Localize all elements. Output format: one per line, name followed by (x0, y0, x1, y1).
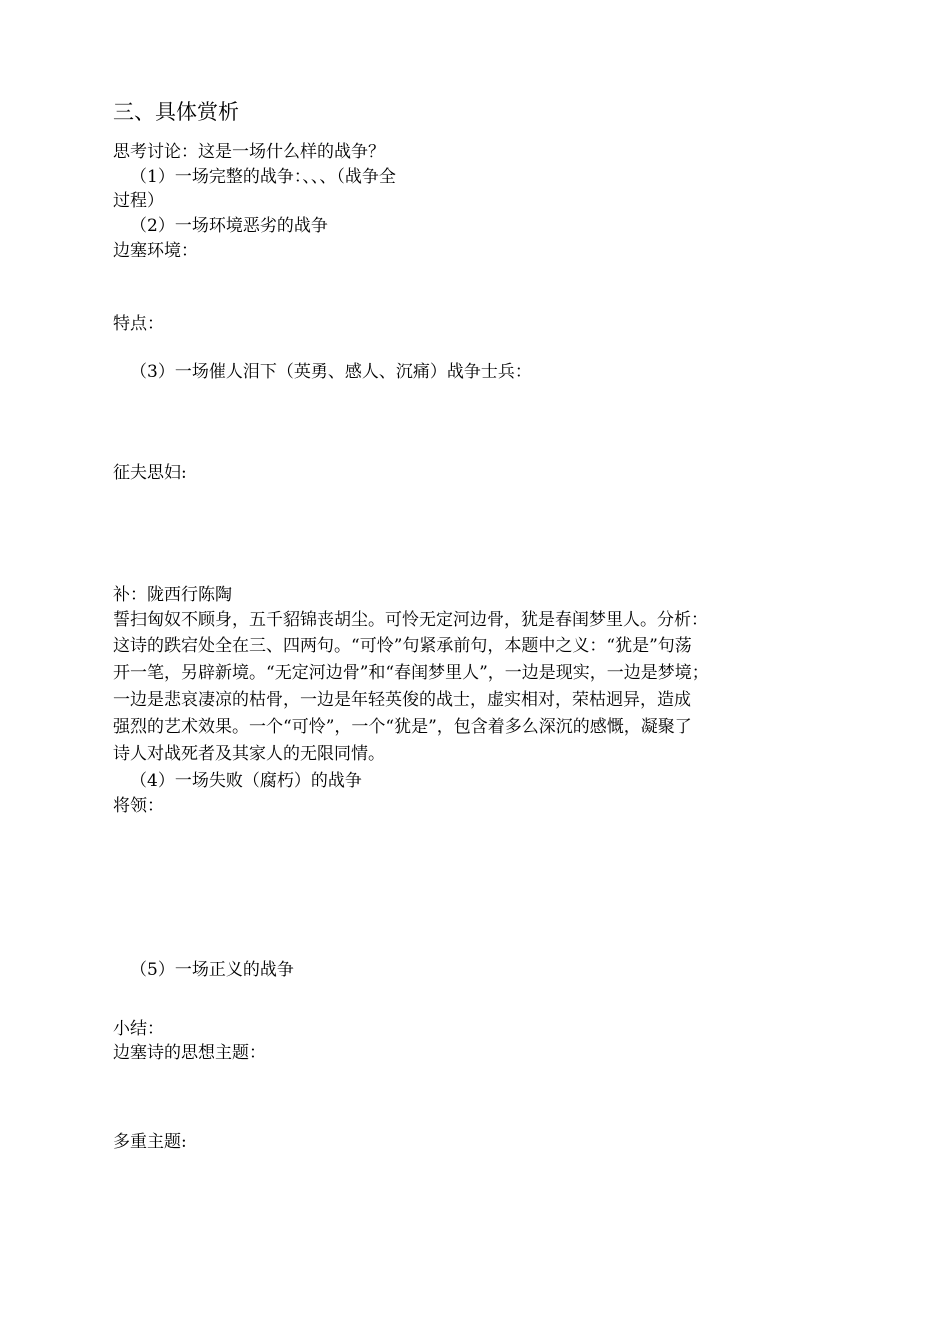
theme-label: 边塞诗的思想主题： (113, 1043, 266, 1063)
item-5: （5）一场正义的战争 (130, 960, 294, 980)
item-1-line-2: 过程） (113, 191, 164, 211)
supplement-title: 补：陇西行陈陶 (113, 585, 232, 605)
supplement-line: 诗人对战死者及其家人的无限同情。 (113, 744, 385, 764)
generals-label: 将领： (113, 796, 164, 816)
supplement-line: 强烈的艺术效果。一个“可怜”，一个“犹是”，包含着多么深沉的感慨，凝聚了 (113, 717, 692, 737)
item-2: （2）一场环境恶劣的战争 (130, 216, 328, 236)
soldier-wife-label: 征夫思妇: (113, 463, 187, 483)
discussion-prompt: 思考讨论：这是一场什么样的战争？ (113, 142, 385, 162)
supplement-line: 开一笔，另辟新境。“无定河边骨”和“春闺梦里人”，一边是现实，一边是梦境； (113, 663, 709, 683)
frontier-environment-label: 边塞环境： (113, 241, 198, 261)
supplement-line: 这诗的跌宕处全在三、四两句。“可怜”句紧承前句，本题中之义：“犹是”句荡 (113, 636, 692, 656)
supplement-line: 一边是悲哀凄凉的枯骨，一边是年轻英俊的战士，虚实相对，荣枯迥异，造成 (113, 690, 691, 710)
item-3: （3）一场催人泪下（英勇、感人、沉痛）战争士兵： (130, 362, 532, 382)
summary-label: 小结： (113, 1019, 164, 1039)
item-4: （4）一场失败（腐朽）的战争 (130, 771, 362, 791)
supplement-line: 誓扫匈奴不顾身，五千貂锦丧胡尘。可怜无定河边骨，犹是春闺梦里人。分析： (113, 610, 708, 630)
item-1-line-1: （1）一场完整的战争：、、、（战争全 (130, 167, 396, 187)
multiple-themes-label: 多重主题: (113, 1132, 187, 1152)
section-title: 三、具体赏析 (113, 100, 239, 124)
features-label: 特点： (113, 314, 164, 334)
